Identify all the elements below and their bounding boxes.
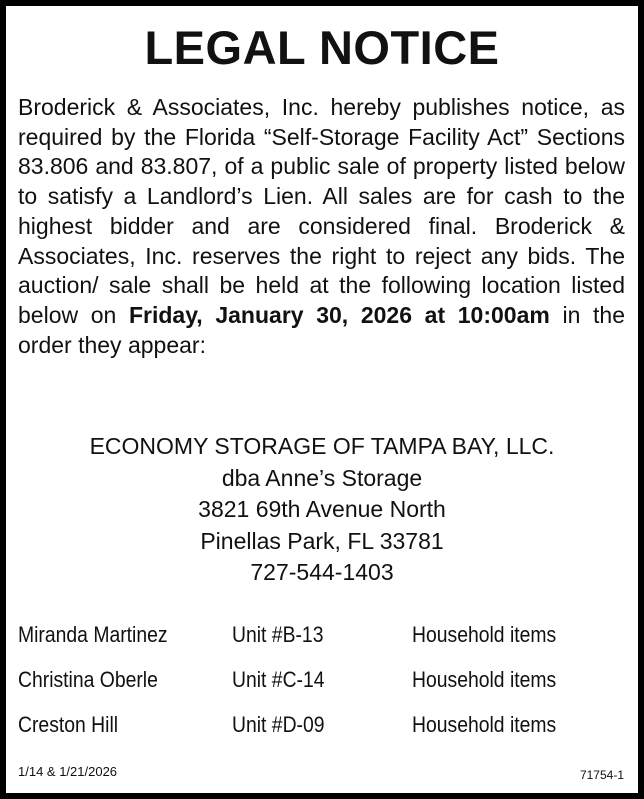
unit-contents: Household items — [412, 712, 557, 737]
publish-dates: 1/14 & 1/21/2026 — [18, 764, 118, 779]
notice-body — [18, 93, 625, 360]
location-street: 3821 69th Avenue North — [198, 496, 446, 523]
sale-date: Friday, January 30, 2026 at 10:00am — [128, 301, 550, 328]
unit-number: Unit #C-14 — [232, 667, 325, 692]
ad-number: 71754-1 — [579, 768, 624, 782]
sale-location — [0, 431, 644, 589]
location-city-state-zip: Pinellas Park, FL 33781 — [200, 527, 444, 554]
tenant-name: Miranda Martinez — [18, 622, 168, 647]
unit-number: Unit #D-09 — [232, 712, 325, 737]
tenant-name: Christina Oberle — [18, 667, 158, 692]
location-company: ECONOMY STORAGE OF TAMPA BAY, LLC. — [89, 433, 555, 459]
notice-outro-text: in the order they appear: — [18, 301, 626, 358]
unit-row — [18, 665, 628, 710]
unit-row — [18, 620, 628, 665]
unit-contents: Household items — [412, 622, 557, 647]
notice-intro-text: Broderick & Associates, Inc. hereby publishes notice, as required by the Florida “Self-Storage Facility Act” Sections 83.806 and 83.807, of a public sale of property listed below to satisfy a Landlord’s Lien. All sales are for cash to the highest bidder and are considered final. Broderick & Associates, Inc. reserves the right to reject any bids. The auction/ sale shall be held at the following location listed below on — [18, 94, 625, 328]
notice-title: LEGAL NOTICE — [144, 21, 500, 74]
unit-contents: Household items — [412, 667, 557, 692]
location-phone: 727-544-1403 — [250, 559, 394, 586]
location-dba: dba Anne’s Storage — [221, 464, 423, 491]
unit-number: Unit #B-13 — [232, 622, 324, 647]
tenant-name: Creston Hill — [18, 712, 119, 737]
unit-list — [18, 620, 628, 755]
unit-row — [18, 710, 628, 755]
